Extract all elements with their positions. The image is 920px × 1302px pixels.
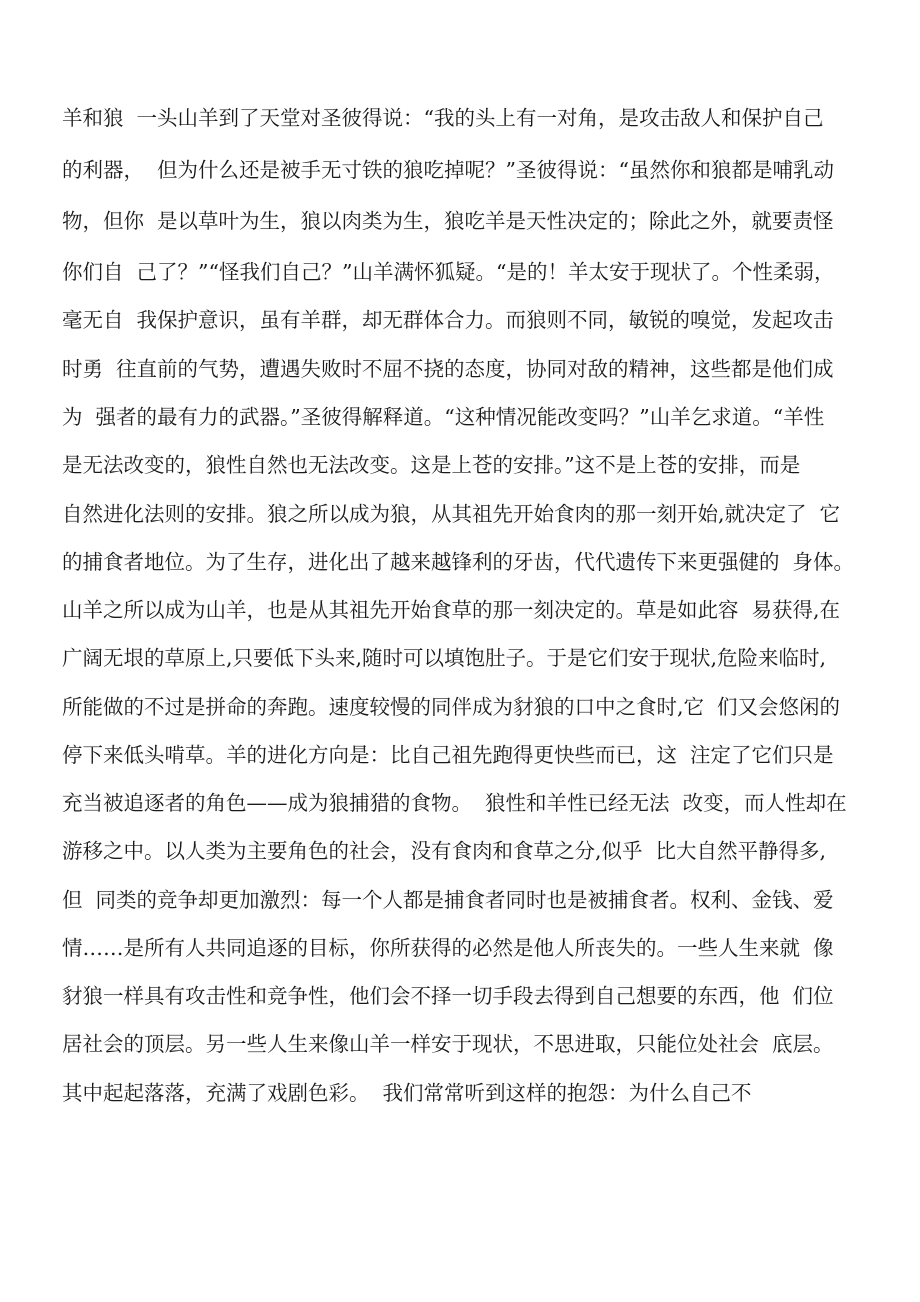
paragraph-line: 毫无自 我保护意识，虽有羊群，却无群体合力。而狼则不同，敏锐的嗅觉，发起攻击 [62,308,834,332]
paragraph-line: 的捕食者地位。为了生存，进化出了越来越锋利的牙齿，代代遗传下来更强健的 身体。 [62,550,855,574]
paragraph-line: 你们自 己了？”“怪我们自己？”山羊满怀狐疑。“是的！羊太安于现状了。个性柔弱， [62,260,835,284]
paragraph-line: 自然进化法则的安排。狼之所以成为狼，从其祖先开始食肉的那一刻开始,就决定了 它 [62,502,841,526]
paragraph-line: 充当被追逐者的角色——成为狼捕猎的食物。 狼性和羊性已经无法 改变，而人性却在 [62,791,847,815]
paragraph-line: 的利器， 但为什么还是被手无寸铁的狼吃掉呢？”圣彼得说：“虽然你和狼都是哺乳动 [62,158,834,182]
paragraph-line: 时勇 往直前的气势，遭遇失败时不屈不挠的态度，协同对敌的精神，这些都是他们成 [62,357,834,381]
paragraph-line: 广阔无垠的草原上,只要低下头来,随时可以填饱肚子。于是它们安于现状,危险来临时, [62,646,827,670]
paragraph-line: 为 强者的最有力的武器。”圣彼得解释道。“这种情况能改变吗？”山羊乞求道。“羊性 [62,405,825,429]
paragraph-line: 但 同类的竞争却更加激烈：每一个人都是捕食者同时也是被捕食者。权利、金钱、爱 [62,888,834,912]
paragraph-line: 山羊之所以成为山羊，也是从其祖先开始食草的那一刻决定的。草是如此容 易获得,在 [62,598,841,622]
paragraph-line: 所能做的不过是拼命的奔跑。速度较慢的同伴成为豺狼的口中之食时,它 们又会悠闲的 [62,695,841,719]
paragraph-line: 停下来低头啃草。羊的进化方向是：比自己祖先跑得更快些而已，这 注定了它们只是 [62,743,834,767]
paragraph-line: 居社会的顶层。另一些人生来像山羊一样安于现状，不思进取，只能位处社会 底层。 [62,1032,834,1056]
paragraph-line: 豺狼一样具有攻击性和竞争性，他们会不择一切手段去得到自己想要的东西，他 们位 [62,984,834,1008]
paragraph-line: 情……是所有人共同追逐的目标，你所获得的必然是他人所丧失的。一些人生来就 像 [62,936,834,960]
paragraph-line: 游移之中。以人类为主要角色的社会，没有食肉和食草之分,似乎 比大自然平静得多, [62,839,827,863]
paragraph-line: 物，但你 是以草叶为生，狼以肉类为生，狼吃羊是天性决定的；除此之外，就要责怪 [62,209,834,233]
paragraph-line: 其中起起落落，充满了戏剧色彩。 我们常常听到这样的抱怨：为什么自己不 [62,1081,752,1105]
paragraph-line: 羊和狼 一头山羊到了天堂对圣彼得说：“我的头上有一对角，是攻击敌人和保护自己 [62,106,824,130]
paragraph-line: 是无法改变的，狼性自然也无法改变。这是上苍的安排。”这不是上苍的安排，而是 [62,453,801,477]
